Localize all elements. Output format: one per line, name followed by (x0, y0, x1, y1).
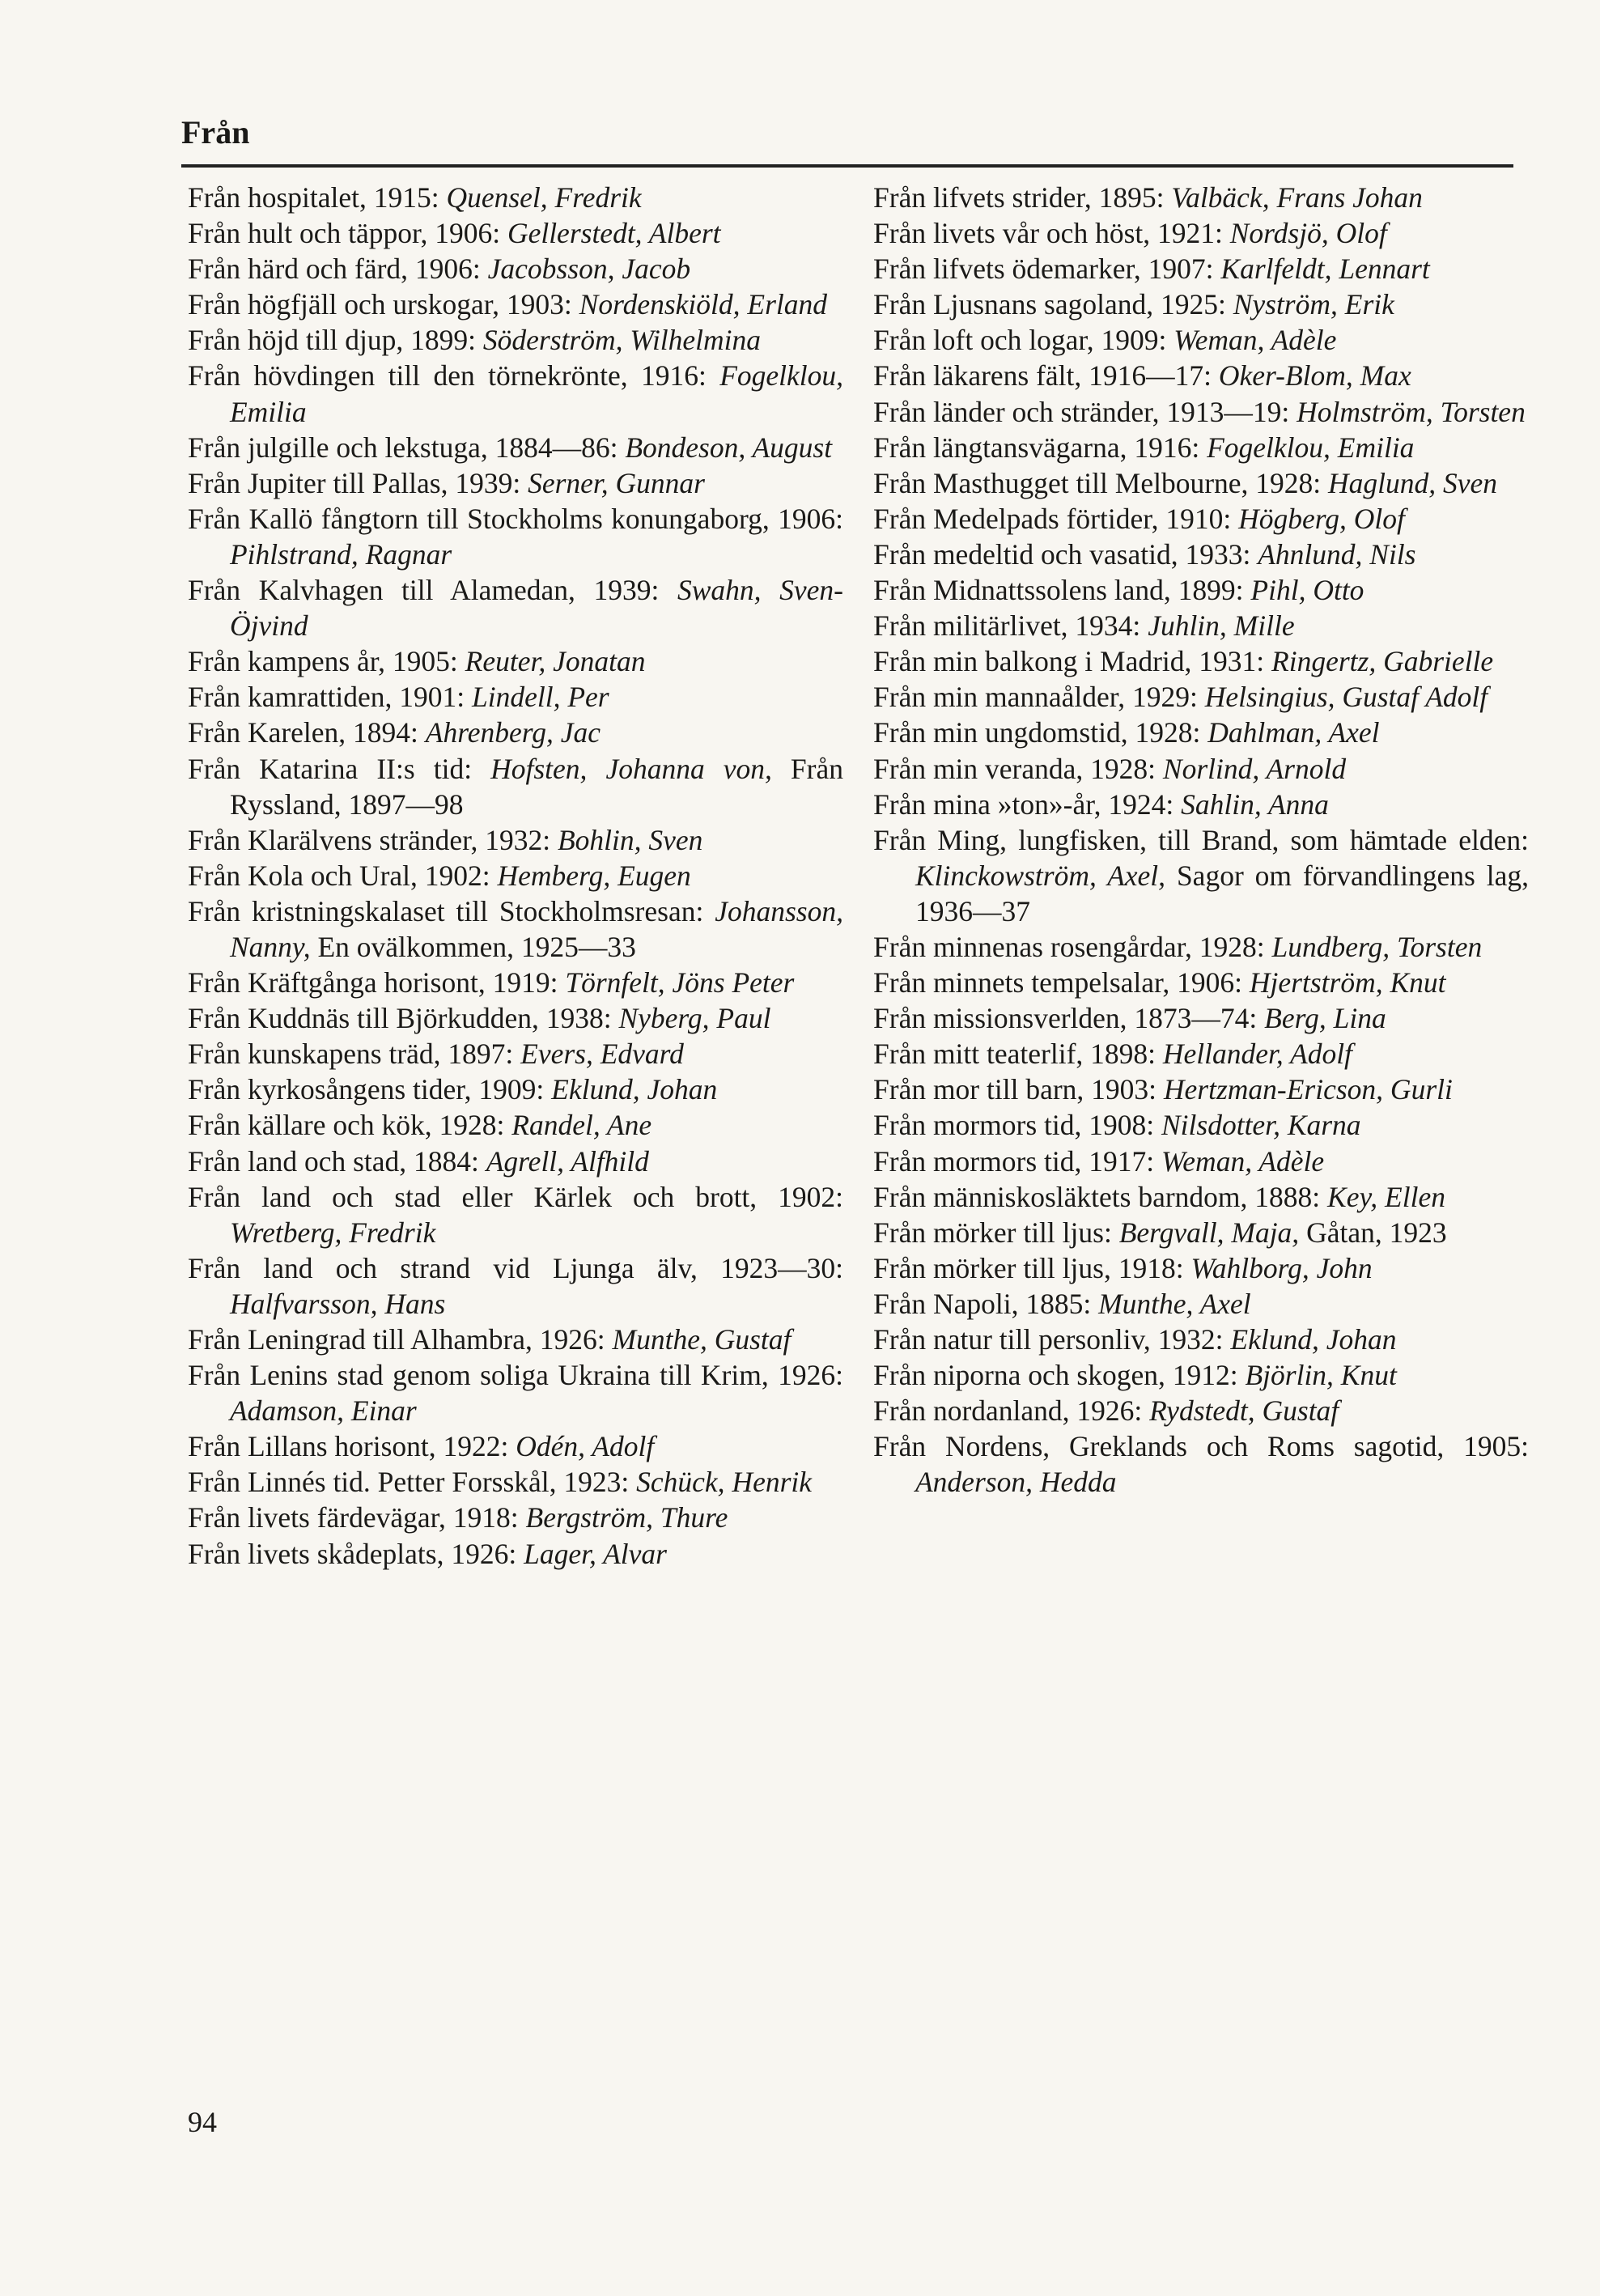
entry-title: Från Ming, lungfisken, till Brand, som hämtade elden: (873, 823, 1529, 856)
entry-title: Från julgille och lekstuga, 1884—86: (188, 431, 626, 464)
entry-author: Sahlin, Anna (1181, 787, 1329, 821)
entry-title: Från mor till barn, 1903: (873, 1073, 1164, 1106)
entry-title: Från land och stad, 1884: (188, 1144, 486, 1178)
index-entry (873, 965, 1529, 1000)
entry-author: Rydstedt, Gustaf (1149, 1394, 1339, 1428)
entry-title: Från minnenas rosengårdar, 1928: (873, 930, 1272, 963)
entry-author: Pihl, Otto (1250, 574, 1364, 607)
index-entry (873, 1179, 1529, 1215)
entry-author: Wahlborg, John (1190, 1251, 1373, 1284)
entry-author: Adamson, Einar (230, 1394, 417, 1428)
entry-title: Från kamrattiden, 1901: (188, 681, 472, 714)
header-rule (181, 164, 1513, 168)
entry-author: Munthe, Gustaf (612, 1323, 792, 1356)
index-entry (873, 394, 1529, 430)
entry-title: Från land och strand vid Ljunga älv, 1923—30: (188, 1251, 843, 1284)
entry-title: Från Lenins stad genom soliga Ukraina till Krim, 1926: (188, 1359, 843, 1392)
index-entry (873, 929, 1529, 965)
index-entry (873, 430, 1529, 465)
index-entry (873, 1036, 1529, 1072)
index-entry (873, 1000, 1529, 1036)
index-entry (873, 1322, 1529, 1357)
entry-author: Agrell, Alfhild (486, 1144, 649, 1178)
index-entry (188, 1000, 843, 1036)
entry-author: Quensel, Fredrik (446, 181, 642, 214)
entry-title: Från Medelpads förtider, 1910: (873, 502, 1239, 535)
entry-author: Lindell, Per (471, 681, 609, 714)
entry-author: Berg, Lina (1264, 1002, 1386, 1035)
index-entry (873, 643, 1529, 679)
entry-extra: Gåtan, 1923 (1299, 1216, 1447, 1249)
entry-title: Från Napoli, 1885: (873, 1287, 1099, 1320)
entry-title: Från mormors tid, 1917: (873, 1144, 1161, 1178)
entry-title: Från Midnattssolens land, 1899: (873, 574, 1251, 607)
index-entry (873, 286, 1529, 322)
entry-author: Jacobsson, Jacob (487, 253, 691, 286)
index-entry (873, 679, 1529, 715)
entry-title: Från min veranda, 1928: (873, 752, 1163, 785)
index-entry (188, 465, 843, 501)
index-entry (873, 751, 1529, 787)
entry-author: Nyström, Erik (1233, 288, 1394, 321)
entry-author: Johansson, Nanny, (230, 894, 843, 963)
entry-author: Lager, Alvar (524, 1537, 667, 1570)
entry-title: Från natur till personliv, 1932: (873, 1323, 1231, 1356)
entry-author: Söderström, Wilhelmina (482, 324, 762, 357)
entry-author: Gellerstedt, Albert (507, 217, 721, 250)
entry-author: Nordenskiöld, Erland (579, 288, 827, 321)
entry-title: Från högfjäll och urskogar, 1903: (188, 288, 579, 321)
entry-title: Från livets skådeplats, 1926: (188, 1537, 524, 1570)
index-entry (188, 643, 843, 679)
entry-author: Randel, Ane (511, 1109, 652, 1142)
entry-title: Från kampens år, 1905: (188, 645, 465, 678)
index-entry (188, 358, 843, 429)
index-entry (188, 180, 843, 215)
entry-title: Från mörker till ljus: (873, 1216, 1119, 1249)
index-entry (188, 1536, 843, 1572)
index-entry (188, 1250, 843, 1322)
index-entry (873, 1215, 1529, 1250)
index-entry (873, 215, 1529, 251)
entry-title: Från hult och täppor, 1906: (188, 217, 507, 250)
entry-title: Från Kuddnäs till Björkudden, 1938: (188, 1002, 619, 1035)
left-column (188, 180, 843, 1572)
index-entry (188, 1322, 843, 1357)
entry-author: Munthe, Axel (1098, 1287, 1251, 1320)
index-entry (873, 322, 1529, 358)
entry-extra: Från Ryssland, 1897—98 (230, 752, 844, 821)
entry-author: Hellander, Adolf (1162, 1038, 1352, 1071)
entry-author: Swahn, Sven-Öjvind (230, 574, 843, 643)
entry-author: Klinckowström, Axel, (915, 859, 1166, 892)
entry-title: Från min balkong i Madrid, 1931: (873, 645, 1272, 678)
entry-author: Holmström, Torsten (1297, 395, 1526, 428)
entry-author: Björlin, Knut (1245, 1359, 1397, 1392)
index-entry (873, 501, 1529, 537)
index-entry (188, 893, 843, 965)
entry-title: Från minnets tempelsalar, 1906: (873, 966, 1250, 999)
entry-title: Från källare och kök, 1928: (188, 1109, 512, 1142)
index-entry (188, 965, 843, 1000)
index-entry (873, 787, 1529, 822)
entry-title: Från Kräftgånga horisont, 1919: (188, 966, 566, 999)
index-entry (873, 715, 1529, 750)
entry-title: Från hospitalet, 1915: (188, 181, 447, 214)
entry-title: Från hövdingen till den törnekrönte, 1916: (188, 359, 720, 393)
entry-title: Från mörker till ljus, 1918: (873, 1251, 1191, 1284)
entry-title: Från mormors tid, 1908: (873, 1109, 1161, 1142)
entry-title: Från kyrkosångens tider, 1909: (188, 1073, 552, 1106)
entry-author: Evers, Edvard (520, 1038, 684, 1071)
entry-author: Bohlin, Sven (558, 823, 703, 856)
entry-title: Från Linnés tid. Petter Forsskål, 1923: (188, 1466, 637, 1499)
entry-author: Karlfeldt, Lennart (1220, 253, 1430, 286)
index-entry (188, 1357, 843, 1428)
entry-author: Weman, Adèle (1173, 324, 1337, 357)
entry-author: Norlind, Arnold (1162, 752, 1347, 785)
entry-author: Hjertström, Knut (1249, 966, 1446, 999)
entry-author: Haglund, Sven (1328, 466, 1498, 499)
entry-author: Juhlin, Mille (1148, 609, 1295, 643)
entry-title: Från min ungdomstid, 1928: (873, 716, 1208, 749)
index-entry (873, 251, 1529, 286)
entry-author: Ringertz, Gabrielle (1271, 645, 1494, 678)
entry-title: Från människosläktets barndom, 1888: (873, 1180, 1328, 1213)
entry-author: Nilsdotter, Karna (1161, 1109, 1361, 1142)
entry-title: Från niporna och skogen, 1912: (873, 1359, 1246, 1392)
index-entry (188, 1428, 843, 1464)
index-entry (188, 572, 843, 643)
entry-title: Från livets vår och höst, 1921: (873, 217, 1230, 250)
entry-title: Från lifvets strider, 1895: (873, 181, 1172, 214)
index-entry (873, 1250, 1529, 1286)
entry-title: Från Leningrad till Alhambra, 1926: (188, 1323, 613, 1356)
entry-author: Hofsten, Johanna von, (490, 752, 772, 785)
entry-title: Från lifvets ödemarker, 1907: (873, 253, 1221, 286)
entry-title: Från Karelen, 1894: (188, 716, 426, 749)
entry-author: Wretberg, Fredrik (230, 1216, 436, 1249)
entry-title: Från kristningskalaset till Stockholmsresan: (188, 894, 715, 927)
index-entry (873, 1428, 1529, 1500)
entry-author: Bergvall, Maja, (1118, 1216, 1300, 1249)
entry-title: Från mina »ton»-år, 1924: (873, 787, 1182, 821)
entry-author: Högberg, Olof (1238, 502, 1405, 535)
entry-author: Nyberg, Paul (618, 1002, 771, 1035)
entry-author: Hertzman-Ericson, Gurli (1163, 1073, 1453, 1106)
index-entry (188, 1144, 843, 1179)
index-entry (188, 715, 843, 750)
index-entry (873, 1072, 1529, 1107)
entry-author: Reuter, Jonatan (465, 645, 646, 678)
entry-author: Bergström, Thure (525, 1501, 728, 1534)
entry-author: Valbäck, Frans Johan (1171, 181, 1423, 214)
entry-title: Från mitt teaterlif, 1898: (873, 1038, 1163, 1071)
entry-extra: Sagor om förvandlingens lag, 1936—37 (915, 859, 1529, 927)
entry-title: Från militärlivet, 1934: (873, 609, 1148, 643)
entry-author: Eklund, Johan (1230, 1323, 1397, 1356)
entry-title: Från land och stad eller Kärlek och brott, 1902: (188, 1180, 843, 1213)
entry-author: Nordsjö, Olof (1229, 217, 1387, 250)
index-entry (873, 1144, 1529, 1179)
index-entry (188, 1464, 843, 1500)
index-entry (188, 430, 843, 465)
running-header: Från (181, 114, 250, 151)
entry-author: Ahnlund, Nils (1258, 537, 1416, 571)
entry-author: Fogelklou, Emilia (230, 359, 843, 428)
entry-author: Weman, Adèle (1161, 1144, 1325, 1178)
page-number: 94 (188, 2106, 217, 2138)
entry-title: Från Ljusnans sagoland, 1925: (873, 288, 1233, 321)
index-entry (188, 679, 843, 715)
entry-author: Fogelklou, Emilia (1207, 431, 1415, 464)
index-entry (873, 1286, 1529, 1322)
entry-author: Ahrenberg, Jac (425, 716, 601, 749)
entry-title: Från härd och färd, 1906: (188, 253, 488, 286)
entry-title: Från livets färdevägar, 1918: (188, 1501, 526, 1534)
entry-title: Från loft och logar, 1909: (873, 324, 1174, 357)
entry-author: Schück, Henrik (636, 1466, 813, 1499)
index-entry (873, 572, 1529, 608)
index-entry (188, 286, 843, 322)
entry-title: Från Kola och Ural, 1902: (188, 859, 498, 892)
index-entry (188, 1036, 843, 1072)
index-entry (873, 1357, 1529, 1393)
entry-author: Törnfelt, Jöns Peter (565, 966, 795, 999)
entry-author: Halfvarsson, Hans (230, 1287, 446, 1320)
entry-author: Odén, Adolf (516, 1430, 655, 1463)
index-entry (873, 608, 1529, 643)
index-entry (188, 215, 843, 251)
index-entry (188, 1500, 843, 1535)
entry-author: Pihlstrand, Ragnar (230, 537, 452, 571)
index-entry (188, 1179, 843, 1250)
entry-title: Från Lillans horisont, 1922: (188, 1430, 516, 1463)
entry-author: Helsingius, Gustaf Adolf (1204, 681, 1488, 714)
index-entry (873, 537, 1529, 572)
index-entry (873, 465, 1529, 501)
entry-title: Från missionsverlden, 1873—74: (873, 1002, 1265, 1035)
entry-author: Bondeson, August (625, 431, 833, 464)
entry-title: Från läkarens fält, 1916—17: (873, 359, 1219, 393)
entry-title: Från höjd till djup, 1899: (188, 324, 483, 357)
entry-title: Från min mannaålder, 1929: (873, 681, 1205, 714)
entry-title: Från kunskapens träd, 1897: (188, 1038, 521, 1071)
right-column (873, 180, 1529, 1500)
entry-title: Från nordanland, 1926: (873, 1394, 1150, 1428)
entry-title: Från Masthugget till Melbourne, 1928: (873, 466, 1329, 499)
entry-title: Från länder och stränder, 1913—19: (873, 395, 1297, 428)
entry-title: Från längtansvägarna, 1916: (873, 431, 1207, 464)
index-entry (188, 1072, 843, 1107)
entry-title: Från Jupiter till Pallas, 1939: (188, 466, 528, 499)
entry-author: Dahlman, Axel (1207, 716, 1380, 749)
entry-title: Från medeltid och vasatid, 1933: (873, 537, 1258, 571)
entry-author: Hemberg, Eugen (497, 859, 691, 892)
entry-extra: En ovälkommen, 1925—33 (310, 930, 636, 963)
entry-title: Från Katarina II:s tid: (188, 752, 491, 785)
entry-author: Eklund, Johan (551, 1073, 718, 1106)
entry-title: Från Kallö fångtorn till Stockholms konungaborg, 1906: (188, 502, 843, 535)
entry-author: Serner, Gunnar (528, 466, 705, 499)
entry-author: Lundberg, Torsten (1271, 930, 1483, 963)
index-entry (188, 822, 843, 858)
index-entry (873, 180, 1529, 215)
index-entry (873, 1393, 1529, 1428)
index-entry (188, 251, 843, 286)
entry-title: Från Nordens, Greklands och Roms sagotid, 1905: (873, 1430, 1529, 1463)
index-entry (873, 1107, 1529, 1143)
index-entry (188, 858, 843, 893)
entry-author: Anderson, Hedda (915, 1466, 1117, 1499)
entry-author: Key, Ellen (1327, 1180, 1445, 1213)
index-entry (873, 822, 1529, 929)
entry-title: Från Klarälvens stränder, 1932: (188, 823, 558, 856)
index-entry (188, 1107, 843, 1143)
index-entry (188, 751, 843, 822)
entry-author: Oker-Blom, Max (1218, 359, 1411, 393)
entry-title: Från Kalvhagen till Alamedan, 1939: (188, 574, 677, 607)
index-entry (873, 358, 1529, 393)
index-entry (188, 322, 843, 358)
index-entry (188, 501, 843, 572)
